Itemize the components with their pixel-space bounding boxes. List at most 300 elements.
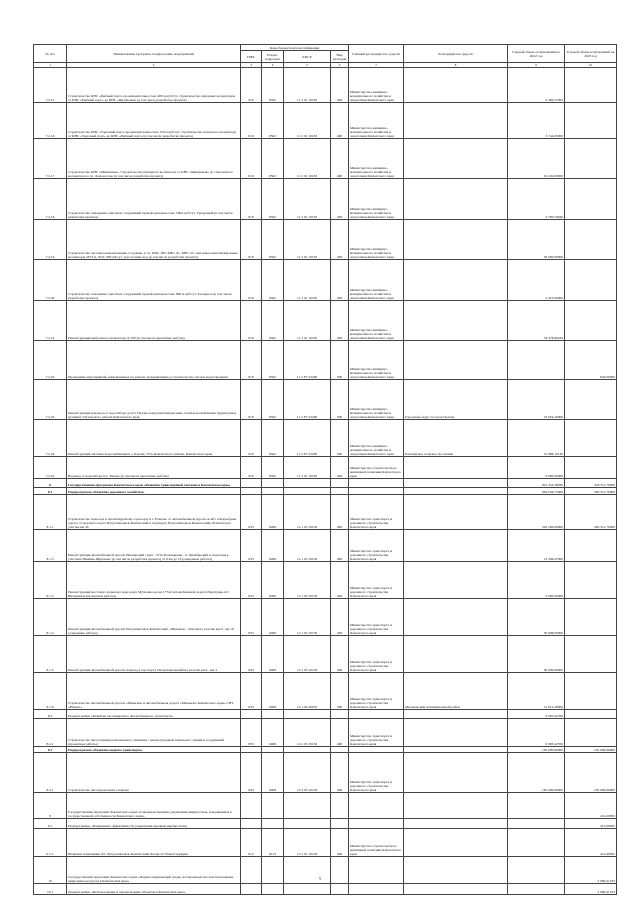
row-kcsr — [284, 793, 331, 819]
row-kcsr: 11 2 01 10130 — [284, 457, 331, 479]
row-vol-2023 — [565, 179, 617, 220]
row-kcsr: 12 1 04 40070 — [284, 673, 331, 710]
row-number: 10.1 — [34, 884, 67, 895]
row-name: Подпрограмма «Использование и охрана водных объектов в Камчатском крае» — [67, 884, 241, 895]
column-number: 4 — [262, 63, 284, 68]
header-vol-2023: Годовой объем ассигнований на 2023 год — [565, 45, 617, 63]
column-number: 1 — [34, 63, 67, 68]
table-row — [34, 220, 617, 260]
row-main-manager: Министерство жилищно-коммунального хозяйства и энергетики Камчатского края — [349, 220, 404, 260]
row-name: Нежилые помещения пгт. Петропавловск-Камчатский. Блоки А7 Реконструкция — [67, 829, 241, 857]
table-row — [34, 530, 617, 562]
row-vol-2023 — [565, 599, 617, 636]
row-main-manager: Министерство транспорта и дорожного строительства Камчатского края — [349, 719, 404, 747]
row-vol-2022: 6 400,51993 — [508, 68, 565, 103]
row-number: 7.2.18 — [34, 179, 67, 220]
row-kvr: 400 — [331, 495, 349, 530]
row-kcsr: 11 2 F5 52430 — [284, 380, 331, 420]
row-recipient — [404, 530, 508, 562]
row-kcsr — [284, 488, 331, 495]
row-section — [262, 488, 284, 495]
row-recipient — [404, 220, 508, 260]
row-grbs: 810 — [241, 420, 262, 457]
budget-table-sheet — [33, 44, 616, 895]
row-recipient — [404, 179, 508, 220]
row-main-manager: Министерство транспорта и дорожного строительства Камчатского края — [349, 636, 404, 673]
table-row — [34, 341, 617, 380]
row-main-manager: Министерство жилищно-коммунального хозяйства и энергетики Камчатского края — [349, 420, 404, 457]
row-kvr — [331, 819, 349, 829]
row-recipient: Ключевское сельское поселение — [404, 420, 508, 457]
row-grbs: 812 — [241, 829, 262, 857]
row-vol-2022: 165 000,00000 — [508, 747, 565, 753]
row-kvr: 400 — [331, 829, 349, 857]
row-kcsr: 11 2 01 10130 — [284, 220, 331, 260]
row-section: 0408 — [262, 719, 284, 747]
row-number: 8.1.1 — [34, 495, 67, 530]
row-vol-2022: 34 378,89443 — [508, 301, 565, 341]
row-recipient — [404, 479, 508, 488]
row-name: Подпрограмма «Повышение эффективности управления краевым имуществом» — [67, 819, 241, 829]
column-number: 2 — [67, 63, 241, 68]
row-grbs — [241, 479, 262, 488]
row-kcsr: 12 1 03 10130 — [284, 599, 331, 636]
row-vol-2023 — [565, 530, 617, 562]
row-number: 8.1 — [34, 488, 67, 495]
row-kvr: 400 — [331, 301, 349, 341]
row-main-manager — [349, 710, 404, 719]
row-number: 9 — [34, 793, 67, 819]
row-number: 8.3 — [34, 747, 67, 753]
column-number: 8 — [404, 63, 508, 68]
row-section: 0502 — [262, 457, 284, 479]
row-grbs: 833 — [241, 636, 262, 673]
row-main-manager: Министерство транспорта и дорожного строительства Камчатского края — [349, 599, 404, 636]
row-name: Водовод от водозабора в п. Тигиль (в том числе проектные работы) — [67, 457, 241, 479]
row-number: 7.2.22 — [34, 341, 67, 380]
row-main-manager — [349, 479, 404, 488]
row-kvr: 500 — [331, 420, 349, 457]
row-kcsr: 11 2 01 10130 — [284, 179, 331, 220]
row-recipient: Мильковский муниципальный район — [404, 673, 508, 710]
row-vol-2022: 9 000,00000 — [508, 457, 565, 479]
row-name: Строительство КНС «Мишенная». Строительство напорного коллектора от КНС «Мишенная» до самотечного коллектора по ул. Ломоносова (в том числе разработка проекта) — [67, 139, 241, 179]
row-number: 7.2.15 — [34, 68, 67, 103]
row-recipient — [404, 636, 508, 673]
row-kvr: 400 — [331, 220, 349, 260]
row-recipient — [404, 341, 508, 380]
row-main-manager: Министерство жилищно-коммунального хозяйства и энергетики Камчатского края — [349, 68, 404, 103]
table-row — [34, 457, 617, 479]
row-section: 0502 — [262, 260, 284, 301]
table-row — [34, 420, 617, 457]
row-name: Строительство КНС «Торговый порт» производительностью 150 м куб/сут, строительство напорного коллектора от КНС «Торговый порт» до КНС «Рыбный порт» (в том числе разработка проекта) — [67, 103, 241, 139]
row-main-manager: Министерство жилищно-коммунального хозяйства и энергетики Камчатского края — [349, 380, 404, 420]
table-row — [34, 710, 617, 719]
column-number: 3 — [241, 63, 262, 68]
row-kcsr: 11 2 01 10130 — [284, 301, 331, 341]
row-kvr: 400 — [331, 599, 349, 636]
row-vol-2022: 165 000,00000 — [508, 753, 565, 793]
table-row — [34, 636, 617, 673]
row-kvr: 400 — [331, 753, 349, 793]
row-kcsr: 13 1 01 10130 — [284, 829, 331, 857]
row-vol-2023 — [565, 220, 617, 260]
row-kvr: 400 — [331, 636, 349, 673]
row-kcsr: 12 2 03 10130 — [284, 719, 331, 747]
row-number: 7.2.24 — [34, 420, 67, 457]
row-number: 8 — [34, 479, 67, 488]
row-kvr: 500 — [331, 380, 349, 420]
row-vol-2022: 664 056,75000 — [508, 488, 565, 495]
row-name: Строительство системы канализования «Садовая» в т.ч. КНС-1Ю, КНС-2С, КНС-3С, напорные канализационные коллекторы 2673 м, ЛОС 900 м3/сут. для сточных вод (в том числе разработка проекта) — [67, 220, 241, 260]
row-kvr: 500 — [331, 673, 349, 710]
row-recipient — [404, 301, 508, 341]
row-vol-2022: 56 000,00000 — [508, 220, 565, 260]
table-row — [34, 599, 617, 636]
header-kbk-group: Коды бюджетной классификации — [241, 45, 349, 51]
row-recipient — [404, 495, 508, 530]
row-vol-2022: 6 993,42350 — [508, 710, 565, 719]
row-name: Подпрограмма «Развитие пассажирского автомобильного транспорта» — [67, 710, 241, 719]
row-grbs: 810 — [241, 103, 262, 139]
row-kcsr — [284, 884, 331, 895]
row-name: Строительство локальных очистных сооружений производительностью 800 м куб/сут. Заозерное (в том числе разработка проекта) — [67, 260, 241, 301]
row-name: Строительство подъезда к проектируемому аэропорту в г. Елизово от автомобильной дороги А-401 «Подъездная дорога от морского порта Петропавловск-Камчатский к аэропорту Петропавловск-Камчатский» (Елизово) на участке км 34 — [67, 495, 241, 530]
row-kcsr: 11 2 01 10130 — [284, 103, 331, 139]
row-main-manager — [349, 884, 404, 895]
row-vol-2023 — [565, 719, 617, 747]
table-row — [34, 829, 617, 857]
row-grbs — [241, 710, 262, 719]
row-recipient — [404, 884, 508, 895]
header-vol-2022: Годовой объем ассигнований на 2022 год — [508, 45, 565, 63]
row-kcsr: 11 2 F5 52430 — [284, 420, 331, 457]
row-main-manager: Министерство транспорта и дорожного строительства Камчатского края — [349, 673, 404, 710]
row-kcsr: 12 3 03 10130 — [284, 753, 331, 793]
row-vol-2022: 30 000,00000 — [508, 636, 565, 673]
row-vol-2023: 2 980,41233 — [565, 884, 617, 895]
table-row — [34, 793, 617, 819]
row-name: Государственная программа Камчатского края «Совершенствование управления имуществом, находящимся в государственной собственности Камчатского края» — [67, 793, 241, 819]
row-recipient — [404, 719, 508, 747]
row-kcsr: 12 1 03 10130 — [284, 495, 331, 530]
table-row — [34, 380, 617, 420]
row-main-manager: Министерство жилищно-коммунального хозяйства и энергетики Камчатского края — [349, 179, 404, 220]
header-grbs: ГРБС — [241, 51, 262, 63]
row-number: 9.1.1 — [34, 829, 67, 857]
row-kcsr — [284, 479, 331, 488]
table-row — [34, 260, 617, 301]
row-name: Реконструкция мостового перехода через реку Мутновка на км 1+742 автомобильной дороги Паратунка-пгт Вилючинск (проектные работы) — [67, 562, 241, 599]
row-vol-2023: 412,69565 — [565, 793, 617, 819]
row-number: 7.2.17 — [34, 139, 67, 179]
column-number: 10 — [565, 63, 617, 68]
row-kvr: 400 — [331, 562, 349, 599]
row-grbs: 833 — [241, 599, 262, 636]
row-vol-2022: 4 410,00000 — [508, 260, 565, 301]
row-name: Государственная программа Камчатского края «Охрана окружающей среды, воспроизводство и использование природных ресурсов в Камчатском крае» — [67, 857, 241, 884]
header-kcsr: КЦСР — [284, 51, 331, 63]
row-name: Реконструкция системы водоснабжения в с. Ключи, Усть-Камчатского района, Камчатского края — [67, 420, 241, 457]
row-number: 7.2.16 — [34, 103, 67, 139]
row-number: 8.2 — [34, 710, 67, 719]
table-row — [34, 103, 617, 139]
header-section: Раздел, подраздел — [262, 51, 284, 63]
row-kcsr: 12 1 03 10130 — [284, 530, 331, 562]
row-vol-2023 — [565, 420, 617, 457]
row-number: 8.1.5 — [34, 562, 67, 599]
row-number: 8.1.5 — [34, 636, 67, 673]
row-kcsr — [284, 819, 331, 829]
table-row — [34, 179, 617, 220]
row-vol-2023: 463 311,70000 — [565, 495, 617, 530]
row-vol-2023: 165 000,00000 — [565, 747, 617, 753]
row-kvr — [331, 710, 349, 719]
row-grbs: 810 — [241, 341, 262, 380]
row-name: Подпрограмма «Развитие водного транспорта» — [67, 747, 241, 753]
row-main-manager — [349, 793, 404, 819]
row-name: Реконструкция автомобильной дороги подъезд к аэропорту Петропавловский на участке км 0 - км 4 — [67, 636, 241, 673]
row-number: 7.2.23 — [34, 380, 67, 420]
column-number: 6 — [331, 63, 349, 68]
row-grbs — [241, 884, 262, 895]
row-main-manager: Министерство транспорта и дорожного строительства Камчатского края — [349, 495, 404, 530]
page-number: 5 — [319, 876, 321, 881]
row-kvr: 400 — [331, 719, 349, 747]
row-vol-2022: 31 886,10130 — [508, 420, 565, 457]
row-vol-2022: 33 954,20000 — [508, 380, 565, 420]
row-grbs: 833 — [241, 495, 262, 530]
row-name: Строительство автостанции регионального значения с реконструкцией земельного здания и сооружений (проектные работы) — [67, 719, 241, 747]
row-recipient — [404, 68, 508, 103]
row-section: 0502 — [262, 220, 284, 260]
row-vol-2022: 6 993,42350 — [508, 719, 565, 747]
row-grbs: 810 — [241, 220, 262, 260]
row-recipient — [404, 793, 508, 819]
row-main-manager: Министерство жилищно-коммунального хозяйства и энергетики Камчатского края — [349, 260, 404, 301]
row-section: 0502 — [262, 68, 284, 103]
row-grbs: 810 — [241, 457, 262, 479]
row-grbs: 833 — [241, 753, 262, 793]
row-kvr: 500 — [331, 341, 349, 380]
row-grbs: 833 — [241, 673, 262, 710]
row-vol-2023 — [565, 562, 617, 599]
row-recipient — [404, 599, 508, 636]
row-number: 8.1.3 — [34, 530, 67, 562]
budget-table — [33, 44, 617, 895]
row-recipient — [404, 103, 508, 139]
table-row — [34, 301, 617, 341]
row-kvr: 400 — [331, 260, 349, 301]
column-number: 5 — [284, 63, 331, 68]
row-recipient — [404, 139, 508, 179]
row-number: 8.2.1 — [34, 719, 67, 747]
row-kvr: 400 — [331, 179, 349, 220]
table-row — [34, 753, 617, 793]
row-section: 0409 — [262, 530, 284, 562]
row-section — [262, 710, 284, 719]
column-number: 9 — [508, 63, 565, 68]
row-section: 0502 — [262, 139, 284, 179]
row-main-manager: Министерство строительства и жилищной политики Камчатского края — [349, 829, 404, 857]
row-vol-2023 — [565, 68, 617, 103]
row-section — [262, 793, 284, 819]
row-kcsr: 12 1 03 10130 — [284, 562, 331, 599]
row-section: 0502 — [262, 380, 284, 420]
row-number: 9.1 — [34, 819, 67, 829]
row-number: 8.1.6 — [34, 673, 67, 710]
row-vol-2023 — [565, 103, 617, 139]
row-vol-2022: 10 220,00000 — [508, 139, 565, 179]
row-vol-2023: 463 311,70000 — [565, 488, 617, 495]
row-vol-2022 — [508, 829, 565, 857]
row-section: 0408 — [262, 753, 284, 793]
table-row — [34, 884, 617, 895]
row-name: Строительство КНС «Рыбный порт» производительностью 400 м куб/сут, строительство напорных коллекторов от КНС «Рыбный порт» до КНС «Циолковая» (в том числе разработка проекта) — [67, 68, 241, 103]
row-main-manager: Министерство жилищно-коммунального хозяйства и энергетики Камчатского края — [349, 103, 404, 139]
row-section: 0113 — [262, 829, 284, 857]
row-number: 8.1.4 — [34, 599, 67, 636]
row-section: 0502 — [262, 420, 284, 457]
row-recipient — [404, 819, 508, 829]
row-kvr: 400 — [331, 68, 349, 103]
row-section: 0409 — [262, 599, 284, 636]
table-row — [34, 819, 617, 829]
row-vol-2022: 841 452,39020 — [508, 479, 565, 488]
row-main-manager — [349, 819, 404, 829]
row-name: Строительство автомобильной дороги «Пиньгин» и автомобильная дорога «Мильково Камчатского края» СНТ «Ремонт» — [67, 673, 241, 710]
row-section: 0409 — [262, 495, 284, 530]
row-vol-2022: 30 988,00000 — [508, 599, 565, 636]
column-number: 7 — [349, 63, 404, 68]
header-recipient: Распорядитель средств — [404, 45, 508, 63]
row-main-manager: Министерство транспорта и дорожного строительства Камчатского края — [349, 562, 404, 599]
row-grbs: 810 — [241, 380, 262, 420]
row-recipient — [404, 562, 508, 599]
row-kvr — [331, 884, 349, 895]
row-name: Подпрограмма «Развитие дорожного хозяйства» — [67, 488, 241, 495]
row-grbs: 810 — [241, 260, 262, 301]
row-kvr — [331, 793, 349, 819]
row-kcsr — [284, 710, 331, 719]
row-main-manager: Министерство жилищно-коммунального хозяйства и энергетики Камчатского края — [349, 139, 404, 179]
row-section — [262, 819, 284, 829]
header-kvr: Вид расходов — [331, 51, 349, 63]
row-recipient — [404, 488, 508, 495]
table-row — [34, 719, 617, 747]
row-grbs: 833 — [241, 562, 262, 599]
row-vol-2023 — [565, 380, 617, 420]
row-kcsr: 12 1 03 10130 — [284, 636, 331, 673]
row-vol-2022: 592 200,00000 — [508, 495, 565, 530]
row-grbs: 810 — [241, 68, 262, 103]
row-grbs — [241, 793, 262, 819]
row-grbs: 810 — [241, 301, 262, 341]
row-grbs — [241, 488, 262, 495]
row-main-manager — [349, 488, 404, 495]
row-main-manager: Министерство жилищно-коммунального хозяйства и энергетики Камчатского края — [349, 341, 404, 380]
row-vol-2023 — [565, 710, 617, 719]
row-kcsr: 11 2 01 10130 — [284, 139, 331, 179]
row-kvr — [331, 479, 349, 488]
row-recipient: Городской округ поселок Палана — [404, 380, 508, 420]
row-recipient — [404, 753, 508, 793]
row-vol-2023 — [565, 301, 617, 341]
row-vol-2023: 165 000,00000 — [565, 753, 617, 793]
table-row — [34, 479, 617, 488]
row-vol-2023 — [565, 260, 617, 301]
row-number: 7.2.19 — [34, 220, 67, 260]
row-number: 10 — [34, 857, 67, 884]
row-section — [262, 884, 284, 895]
table-row — [34, 495, 617, 530]
row-vol-2023 — [565, 457, 617, 479]
row-grbs: 810 — [241, 179, 262, 220]
row-vol-2022 — [508, 341, 565, 380]
table-row — [34, 488, 617, 495]
row-grbs: 810 — [241, 139, 262, 179]
row-recipient — [404, 457, 508, 479]
row-kvr: 400 — [331, 530, 349, 562]
row-section: 0502 — [262, 103, 284, 139]
row-section — [262, 479, 284, 488]
row-kvr: 400 — [331, 457, 349, 479]
row-section: 0502 — [262, 341, 284, 380]
header-name: Наименование программ, подпрограмм, мероприятий — [67, 45, 241, 63]
row-grbs — [241, 819, 262, 829]
row-name: Государственная программа Камчатского края «Развитие транспортной системы в Камчатском крае» — [67, 479, 241, 488]
row-section: 0502 — [262, 301, 284, 341]
row-name: Строительство локальных очистных сооружений производительностью 180м куб/сут. Тундровый (в том числе разработка проекта) — [67, 179, 241, 220]
row-vol-2023 — [565, 139, 617, 179]
row-kvr: 400 — [331, 103, 349, 139]
row-vol-2023: 2 980,41233 — [565, 857, 617, 884]
row-kvr — [331, 488, 349, 495]
table-row — [34, 139, 617, 179]
row-vol-2023: 412,69565 — [565, 829, 617, 857]
header-num: № п/п — [34, 45, 67, 63]
row-section: 0409 — [262, 636, 284, 673]
row-kvr: 400 — [331, 139, 349, 179]
row-name: Реконструкция выпускного коллектора Д-700 (в том числе проектные работы) — [67, 301, 241, 341]
row-vol-2022: 14 912,28000 — [508, 673, 565, 710]
row-grbs: 833 — [241, 719, 262, 747]
row-vol-2022 — [508, 793, 565, 819]
row-number: 8.3.1 — [34, 753, 67, 793]
row-vol-2022: 5 000,00000 — [508, 562, 565, 599]
row-vol-2022: 3 744,00000 — [508, 103, 565, 139]
row-main-manager: Министерство транспорта и дорожного строительства Камчатского края — [349, 530, 404, 562]
row-number: 7.2.20 — [34, 260, 67, 301]
table-row — [34, 562, 617, 599]
row-kcsr: 11 2 01 10130 — [284, 68, 331, 103]
row-name: Реконструкция автомобильной дороги Петропавловск-Камчатский - Мильково - Ключи на участке км 0 - км 16 (очередные работы) — [67, 599, 241, 636]
row-recipient — [404, 260, 508, 301]
row-vol-2023: 428 311,70000 — [565, 479, 617, 488]
row-name: Реконструкция автомобильной дороги Пионерский тракт - Усть-Большерецк - п. Октябрьский и подъезды к участкам Нижние-Жупаново (в том числе разработка проекта) от 9 км до 10 (очередные работы) — [67, 530, 241, 562]
row-section: 0409 — [262, 562, 284, 599]
row-vol-2023: 842,00000 — [565, 341, 617, 380]
row-kcsr: 11 2 01 10130 — [284, 260, 331, 301]
row-main-manager: Министерство жилищно-коммунального хозяйства и энергетики Камчатского края — [349, 301, 404, 341]
row-grbs: 833 — [241, 530, 262, 562]
table-row — [34, 673, 617, 710]
row-vol-2022: 12 306,47000 — [508, 530, 565, 562]
row-number: 7.2.21 — [34, 301, 67, 341]
row-kcsr: 11 2 F5 52430 — [284, 341, 331, 380]
row-recipient — [404, 710, 508, 719]
